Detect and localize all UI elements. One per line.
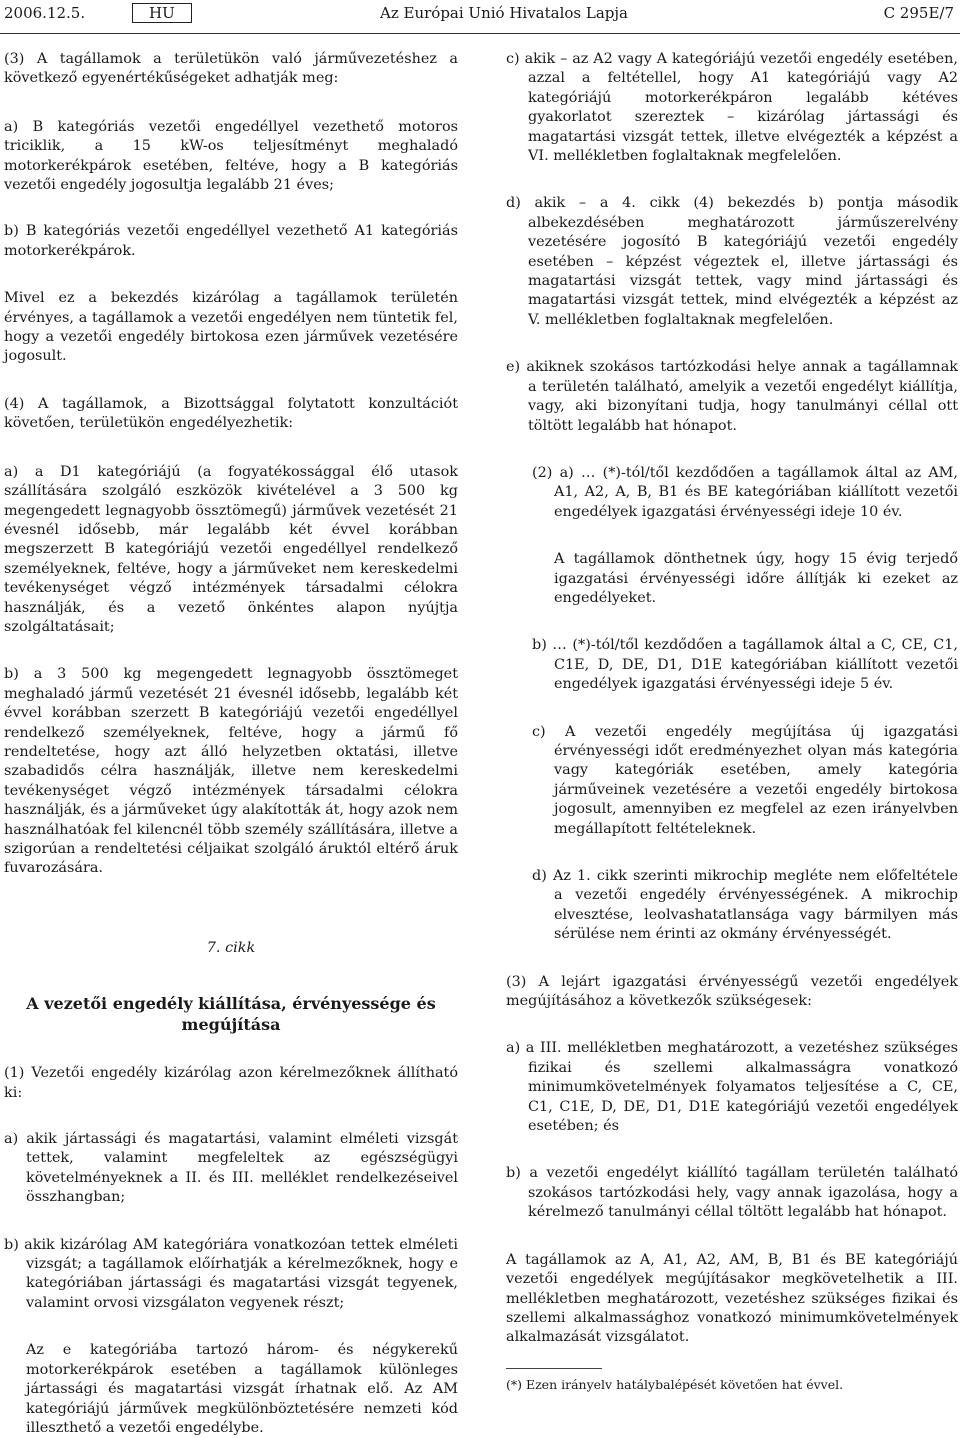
journal-title: Az Európai Unió Hivatalos Lapja <box>380 4 628 22</box>
item-e-residence: e) akiknek szokásos tartózkodási helye annak a tagállamnak a területén található, amelyik a vezetői engedélyt kiállítja, vagy, aki bizonyítani tudja, hogy tanulmányi céllal ott töltött legalább hat hónapot. <box>506 359 958 434</box>
paragraph-2b: b) … (*)-tól/től kezdődően a tagállamok által a C, CE, C1, C1E, D, DE, D1, D1E kategóriában kiállított vezetői engedélyek igazgatási érvényességi ideje 5 év. <box>532 637 958 693</box>
header-rule <box>0 33 960 34</box>
right-column <box>506 50 958 1393</box>
paragraph-validity-note: Mivel ez a bekezdés kizárólag a tagállamok területén érvényes, a tagállamok a vezetői engedélyen nem tüntetik fel, hogy a vezetői engedély birtokosa ezen járművek vezetésére jogosult. <box>4 290 458 365</box>
item-a-exams: a) akik jártassági és magatartási, valamint elméleti vizsgát tettek, valamint megfeleltek az egészségügyi követelményeknek a II. és III. melléklet rendelkezéseivel összhangban; <box>4 1131 458 1206</box>
footnote-rule <box>506 1368 602 1369</box>
item-b-heavy-vehicle: b) a 3 500 kg megengedett legnagyobb össztömeget meghaladó jármű vezetését 21 évesnél idősebb, legalább két évvel korábban szerzett B kategóriájú vezetői engedéllyel rendelkező személyeknek, feltéve, hogy a jármű fő rendeltetése, hogy azt álló helyzetben oktatási, illetve szabadidős célra használják, illetve nem kereskedelmi tevékenységet végző intézmények társadalmi célokra használják, és a járműveket úgy alakították át, hogy azok nem használhatóak fel kilencnél több személy szállítására, illetve a szigorúan a rendeltetési céljaikat szolgáló áruktól eltérő áruk fuvarozására. <box>4 666 458 877</box>
paragraph-2a: (2) a) … (*)-tól/től kezdődően a tagállamok által az AM, A1, A2, A, B, B1 és BE kategóriában kiállított vezetői engedélyek igazgatási érvényességi ideje 10 év. <box>532 464 958 520</box>
renewal-note: A tagállamok az A, A1, A2, AM, B, B1 és BE kategóriájú vezetői engedélyek megújításakor megkövetelhetik a III. mellékletben meghatározott, vezetéshez szükséges fizikai és szellemi alkalmassághoz vonatkozó minimumkövetelmények alkalmazását vizsgálatot. <box>506 1251 958 1346</box>
footnote: (*) Ezen irányelv hatálybalépését követően hat évvel. <box>506 1376 844 1392</box>
item-a-d1: a) a D1 kategóriájú (a fogyatékossággal élő utasok szállítására szolgáló eszközök kivételével a 3 500 kg megengedett legnagyobb össztömegű) járművek vezetését 21 évesnél idősebb, már legalább két évvel korábban megszerzett B kategóriájú vezetői engedéllyel rendelkező személyeknek, feltéve, hogy a járműveket nem kereskedelmi tevékenységet végző intézmények társadalmi célokra használják, és a vezető önkéntes alapon nyújtja szolgáltatásait; <box>4 463 458 635</box>
left-column <box>4 50 458 1438</box>
article-number: 7. cikk <box>206 939 256 956</box>
paragraph-3: (3) A tagállamok a területükön való járművezetéshez a következő egyenértékűségeket adhatják meg: <box>4 51 458 87</box>
paragraph-3-renewal: (3) A lejárt igazgatási érvényességű vezetői engedélyek megújításához a következők szükségesek: <box>506 973 958 1010</box>
header-date: 2006.12.5. <box>4 4 86 22</box>
paragraph-4: (4) A tagállamok, a Bizottsággal folytatott konzultációt követően, területükön engedélyezhetik: <box>4 395 458 432</box>
language-badge: HU <box>132 3 192 23</box>
paragraph-2d: d) Az 1. cikk szerinti mikrochip megléte nem előfeltétele a vezetői engedély érvényességének. A mikrochip elvesztése, leolvashatatlansága vagy bármilyen más sérülése nem érinti az okmány érvényességét. <box>532 868 958 943</box>
article-title: A vezetői engedély kiállítása, érvényessége és megújítása <box>26 994 436 1035</box>
item-b-am-category: b) akik kizárólag AM kategóriára vonatkozóan tettek elméleti vizsgát; a tagállamok előírhatják a kérelmezőknek, hogy e kategóriában jártassági és magatartási vizsgát tegyenek, valamint orvosi vizsgálaton vegyenek részt; <box>4 1236 458 1311</box>
paragraph-1: (1) Vezetői engedély kizárólag azon kérelmezőknek állítható ki: <box>4 1065 458 1101</box>
item-a-tricycles: a) B kategóriás vezetői engedéllyel vezethető motoros triciklik, a 15 kW-os teljesítményt meghaladó motorkerékpárok esetében, feltéve, hogy a B kategóriás vezetői engedély jogosultja legalább 21 éves; <box>4 118 458 194</box>
issue-number: C 295E/7 <box>883 4 954 22</box>
item-d-training: d) akik – a 4. cikk (4) bekezdés b) pontja második albekezdésében meghatározott járműszerelvény vezetésére jogosító B kategóriájú vezetői engedély esetében – képzést végeztek el, illetve jártassági és magatartási vizsgát tettek, vagy mind jártassági és magatartási vizsgát tettek, mind elvégezték a képzést az V. mellékletben foglaltaknak megfelelően. <box>506 195 958 328</box>
page-header <box>0 0 960 34</box>
item-b-residence: b) a vezetői engedélyt kiállító tagállam területén található szokásos tartózkodási hely, vagy annak igazolása, hogy a kérelmező tanulmányi céllal töltött legalább hat hónapot. <box>506 1165 958 1221</box>
item-b-motorcycles: b) B kategóriás vezetői engedéllyel vezethető A1 kategóriás motorkerékpárok. <box>4 223 458 259</box>
item-c-a2: c) akik – az A2 vagy A kategóriájú vezetői engedély esetében, azzal a feltétellel, hogy A1 kategóriájú vagy A2 kategóriájú motorkerékpáron legalább kétéves gyakorlatot szereztek – kizárólag jártassági és magatartási vizsgát tettek, illetve elvégezték a képzést a VI. mellékletben foglaltaknak megfelelően. <box>506 51 958 165</box>
paragraph-2c: c) A vezetői engedély megújítása új igazgatási érvényességi időt eredményezhet olyan más kategória vagy kategóriák esetében, amely kategória járműveinek vezetésére a vezetői engedély birtokosa jogosult, amennyiben ez megfelel az ezen irányelvben megállapított feltételeknek. <box>532 723 958 837</box>
am-category-note: Az e kategóriába tartozó három- és négykerekű motorkerékpárok esetében a tagállamok különleges jártassági és magatartási vizsgát írhatnak elő. Az AM kategóriájú járművek megkülönböztetésére nemzeti kód illeszthető a vezetői engedélybe. <box>26 1342 458 1436</box>
paragraph-2a-extension: A tagállamok dönthetnek úgy, hogy 15 évig terjedő igazgatási érvényességi időre állítják ki ezeket az engedélyeket. <box>554 551 958 606</box>
item-a-fitness: a) a III. mellékletben meghatározott, a vezetéshez szükséges fizikai és szellemi alkalmasságra vonatkozó minimumkövetelmények folyamatos teljesítése a C, CE, C1, C1E, D, DE, D1, D1E kategóriájú vezetői engedélyek esetében; és <box>506 1040 958 1135</box>
